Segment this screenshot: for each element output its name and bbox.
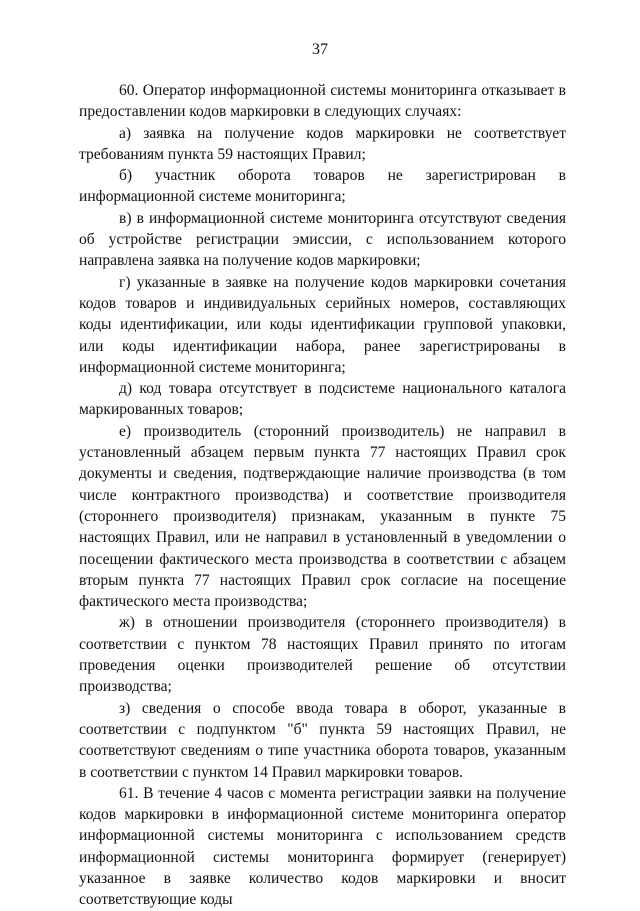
paragraph-60: 60. Оператор информационной системы мониторинга отказывает в предоставлении кодов маркировки в следующих случаях:	[79, 82, 566, 121]
page-number: 37	[312, 41, 328, 58]
subparagraph-g: г) указанные в заявке на получение кодов маркировки сочетания кодов товаров и индивидуальных серийных номеров, составляющих коды идентификации, или коды идентификации групповой упаковки, или коды идентификации набора, ранее зарегистрированы в информационной системе мониторинга;	[79, 273, 566, 376]
subparagraph-b: б) участник оборота товаров не зарегистрирован в информационной системе мониторинга;	[79, 167, 566, 206]
subparagraph-e: е) производитель (сторонний производитель) не направил в установленный абзацем первым пункта 77 настоящих Правил срок документы и сведения, подтверждающие наличие производства (в том числе контрактного производства) и соответствие производителя (стороннего производителя) признакам, указанным в пункте 75 настоящих Правил, или не направил в установленный в уведомлении о посещении фактического места производства в соответствии с абзацем вторым пункта 77 настоящих Правил срок согласие на посещение фактического места производства;	[79, 422, 566, 611]
subparagraph-a: а) заявка на получение кодов маркировки не соответствует требованиям пункта 59 настоящих Правил;	[79, 124, 566, 163]
document-body	[79, 80, 566, 911]
subparagraph-v: в) в информационной системе мониторинга отсутствуют сведения об устройстве регистрации эмиссии, с использованием которого направлена заявка на получение кодов маркировки;	[79, 209, 566, 270]
subparagraph-zh: ж) в отношении производителя (стороннего производителя) в соответствии с пунктом 78 настоящих Правил принято по итогам проведения оценки производителей решение об отсутствии производства;	[79, 614, 566, 696]
subparagraph-d: д) код товара отсутствует в подсистеме национального каталога маркированных товаров;	[79, 380, 566, 419]
subparagraph-z: з) сведения о способе ввода товара в оборот, указанные в соответствии с подпунктом "б" пункта 59 настоящих Правил, не соответствуют сведениям о типе участника оборота товаров, указанным в соответствии с пунктом 14 Правил маркировки товаров.	[79, 699, 566, 781]
paragraph-61: 61. В течение 4 часов с момента регистрации заявки на получение кодов маркировки в информационной системе мониторинга оператор информационной системы мониторинга с использованием средств информационной системы мониторинга формирует (генерирует) указанное в заявке количество кодов маркировки и вносит соответствующие коды	[79, 784, 566, 909]
